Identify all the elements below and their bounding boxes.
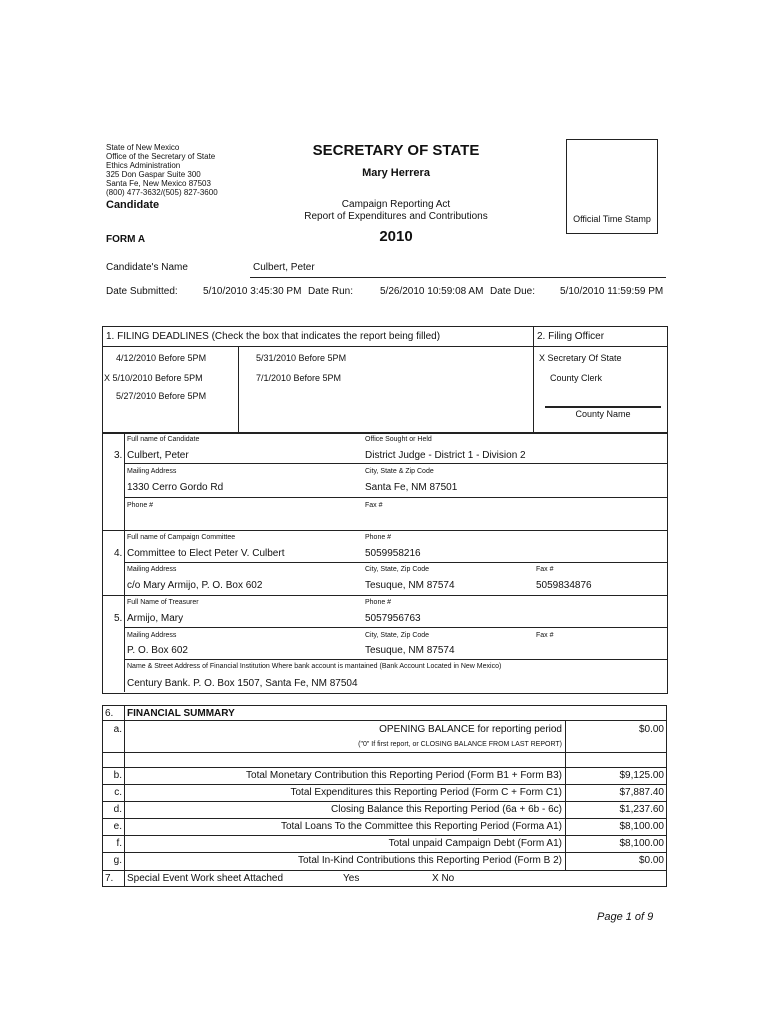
form-label: FORM A bbox=[106, 234, 146, 245]
row-value: $9,125.00 bbox=[619, 770, 664, 781]
row-letter: d. bbox=[113, 804, 122, 815]
divider bbox=[102, 801, 667, 802]
agency-address bbox=[106, 143, 218, 197]
field-label: Fax # bbox=[365, 502, 383, 509]
agency-line: (800) 477-3632/(505) 827-3600 bbox=[106, 188, 218, 197]
divider bbox=[102, 784, 667, 785]
divider bbox=[102, 346, 667, 347]
act-name: Campaign Reporting Act bbox=[341, 199, 451, 210]
row-label: Total unpaid Campaign Debt (Form A1) bbox=[388, 838, 562, 849]
field-label: Phone # bbox=[127, 502, 154, 509]
filing-deadlines-header: 1. FILING DEADLINES (Check the box that indicates the report being filled) bbox=[106, 331, 441, 342]
row-letter: g. bbox=[113, 855, 122, 866]
field-label: Office Sought or Held bbox=[365, 436, 432, 443]
field-label: City, State, Zip Code bbox=[365, 632, 430, 639]
section-number: 5. bbox=[114, 613, 123, 624]
divider bbox=[102, 595, 667, 596]
row-value: $8,100.00 bbox=[619, 838, 664, 849]
divider bbox=[102, 705, 667, 706]
county-name-label: County Name bbox=[575, 409, 631, 419]
county-name-line bbox=[545, 406, 661, 408]
field-label: Full name of Candidate bbox=[127, 436, 200, 443]
field-label: Mailing Address bbox=[127, 566, 177, 573]
office-sought: District Judge - District 1 - Division 2 bbox=[365, 450, 526, 461]
divider bbox=[250, 277, 666, 278]
filing-officer-header: 2. Filing Officer bbox=[537, 331, 605, 342]
treasurer-name: Armijo, Mary bbox=[127, 613, 184, 624]
officer-option-selected[interactable]: X Secretary Of State bbox=[539, 353, 622, 363]
field-label: Phone # bbox=[365, 599, 392, 606]
row-label: Total In-Kind Contributions this Reporting Period (Form B 2) bbox=[297, 855, 562, 866]
field-label: Mailing Address bbox=[127, 632, 177, 639]
date-run-value: 5/26/2010 10:59:08 AM bbox=[380, 286, 484, 297]
treasurer-mailing-address: P. O. Box 602 bbox=[127, 645, 188, 656]
divider bbox=[102, 720, 667, 721]
section-number: 4. bbox=[114, 548, 123, 559]
agency-line: 325 Don Gaspar Suite 300 bbox=[106, 170, 201, 179]
divider bbox=[124, 463, 667, 464]
treasurer-phone: 5057956763 bbox=[365, 613, 421, 624]
divider bbox=[666, 705, 667, 887]
deadline-option[interactable]: 4/12/2010 Before 5PM bbox=[116, 353, 207, 363]
divider bbox=[102, 852, 667, 853]
divider bbox=[124, 627, 667, 628]
row-label: OPENING BALANCE for reporting period bbox=[379, 724, 562, 735]
field-label: Full name of Campaign Committee bbox=[127, 534, 236, 541]
opening-balance-note: ("0" If first report, or CLOSING BALANCE FROM LAST REPORT) bbox=[358, 741, 562, 748]
divider bbox=[124, 659, 667, 660]
agency-line: Ethics Administration bbox=[106, 161, 181, 170]
divider bbox=[102, 752, 667, 753]
divider bbox=[102, 530, 667, 531]
field-label: Full Name of Treasurer bbox=[127, 599, 199, 606]
report-year: 2010 bbox=[379, 228, 413, 245]
candidate-heading: Candidate bbox=[106, 199, 160, 211]
official-time-stamp-box bbox=[566, 139, 658, 234]
row-letter: e. bbox=[113, 821, 122, 832]
treasurer-city: Tesuque, NM 87574 bbox=[365, 645, 455, 656]
field-label: Phone # bbox=[365, 534, 392, 541]
officer-option[interactable]: County Clerk bbox=[550, 373, 603, 383]
divider bbox=[102, 767, 667, 768]
deadline-option[interactable]: 5/31/2010 Before 5PM bbox=[256, 353, 347, 363]
row-letter: b. bbox=[113, 770, 122, 781]
section-number: 7. bbox=[105, 873, 114, 884]
deadline-option[interactable]: 7/1/2010 Before 5PM bbox=[256, 373, 342, 383]
special-event-yes[interactable]: Yes bbox=[343, 873, 360, 884]
row-value: $7,887.40 bbox=[619, 787, 664, 798]
date-due-label: Date Due: bbox=[490, 286, 536, 297]
committee-name: Committee to Elect Peter V. Culbert bbox=[127, 548, 285, 559]
committee-city: Tesuque, NM 87574 bbox=[365, 580, 455, 591]
divider bbox=[102, 835, 667, 836]
row-letter: f. bbox=[116, 838, 122, 849]
divider bbox=[533, 326, 534, 347]
candidate-mailing-address: 1330 Cerro Gordo Rd bbox=[127, 482, 224, 493]
bank-address: Century Bank. P. O. Box 1507, Santa Fe, NM 87504 bbox=[127, 678, 358, 689]
divider bbox=[124, 497, 667, 498]
field-label: Name & Street Address of Financial Institution Where bank account is mantained (Bank Account Located in New Mexico) bbox=[127, 663, 502, 670]
date-run-label: Date Run: bbox=[308, 286, 354, 297]
date-submitted-value: 5/10/2010 3:45:30 PM bbox=[203, 286, 302, 297]
row-label: Total Expenditures this Reporting Period (Form C + Form C1) bbox=[290, 787, 562, 798]
field-label: Fax # bbox=[536, 632, 554, 639]
row-label: Total Monetary Contribution this Reporting Period (Form B1 + Form B3) bbox=[246, 770, 562, 781]
divider bbox=[102, 818, 667, 819]
row-label: Closing Balance this Reporting Period (6a + 6b - 6c) bbox=[331, 804, 562, 815]
committee-mailing-address: c/o Mary Armijo, P. O. Box 602 bbox=[127, 580, 263, 591]
committee-fax: 5059834876 bbox=[536, 580, 592, 591]
row-value: $0.00 bbox=[638, 855, 664, 866]
date-submitted-label: Date Submitted: bbox=[106, 286, 178, 297]
deadline-option-selected[interactable]: X 5/10/2010 Before 5PM bbox=[104, 373, 203, 383]
field-label: Fax # bbox=[536, 566, 554, 573]
divider bbox=[124, 562, 667, 563]
divider bbox=[238, 347, 239, 432]
divider bbox=[533, 347, 534, 432]
special-event-label: Special Event Work sheet Attached bbox=[127, 873, 284, 884]
candidate-city: Santa Fe, NM 87501 bbox=[365, 482, 458, 493]
row-label: Total Loans To the Committee this Reporting Period (Forma A1) bbox=[280, 821, 562, 832]
row-letter: a. bbox=[113, 724, 122, 735]
page-title: SECRETARY OF STATE bbox=[312, 142, 480, 159]
field-label: City, State, Zip Code bbox=[365, 566, 430, 573]
page-number: Page 1 of 9 bbox=[597, 911, 654, 923]
special-event-no-selected[interactable]: X No bbox=[432, 873, 455, 884]
secretary-name: Mary Herrera bbox=[362, 167, 430, 179]
row-value: $1,237.60 bbox=[619, 804, 664, 815]
committee-phone: 5059958216 bbox=[365, 548, 421, 559]
divider bbox=[124, 705, 125, 887]
agency-line: State of New Mexico bbox=[106, 143, 180, 152]
divider bbox=[102, 870, 667, 871]
divider bbox=[565, 720, 566, 871]
row-letter: c. bbox=[114, 787, 122, 798]
candidate-name-label: Candidate's Name bbox=[106, 262, 188, 273]
row-value: $8,100.00 bbox=[619, 821, 664, 832]
candidate-name-value: Culbert, Peter bbox=[253, 262, 315, 273]
field-label: City, State & Zip Code bbox=[365, 468, 434, 475]
deadline-option[interactable]: 5/27/2010 Before 5PM bbox=[116, 391, 207, 401]
agency-line: Office of the Secretary of State bbox=[106, 152, 216, 161]
report-name: Report of Expenditures and Contributions bbox=[304, 211, 488, 222]
divider bbox=[102, 886, 667, 887]
row-value: $0.00 bbox=[638, 724, 664, 735]
financial-summary-title: FINANCIAL SUMMARY bbox=[127, 708, 235, 719]
candidate-full-name: Culbert, Peter bbox=[127, 450, 189, 461]
section-number: 6. bbox=[105, 708, 114, 719]
time-stamp-label: Official Time Stamp bbox=[573, 214, 651, 224]
agency-line: Santa Fe, New Mexico 87503 bbox=[106, 179, 211, 188]
section-number: 3. bbox=[114, 450, 123, 461]
field-label: Mailing Address bbox=[127, 468, 177, 475]
date-due-value: 5/10/2010 11:59:59 PM bbox=[560, 286, 664, 297]
